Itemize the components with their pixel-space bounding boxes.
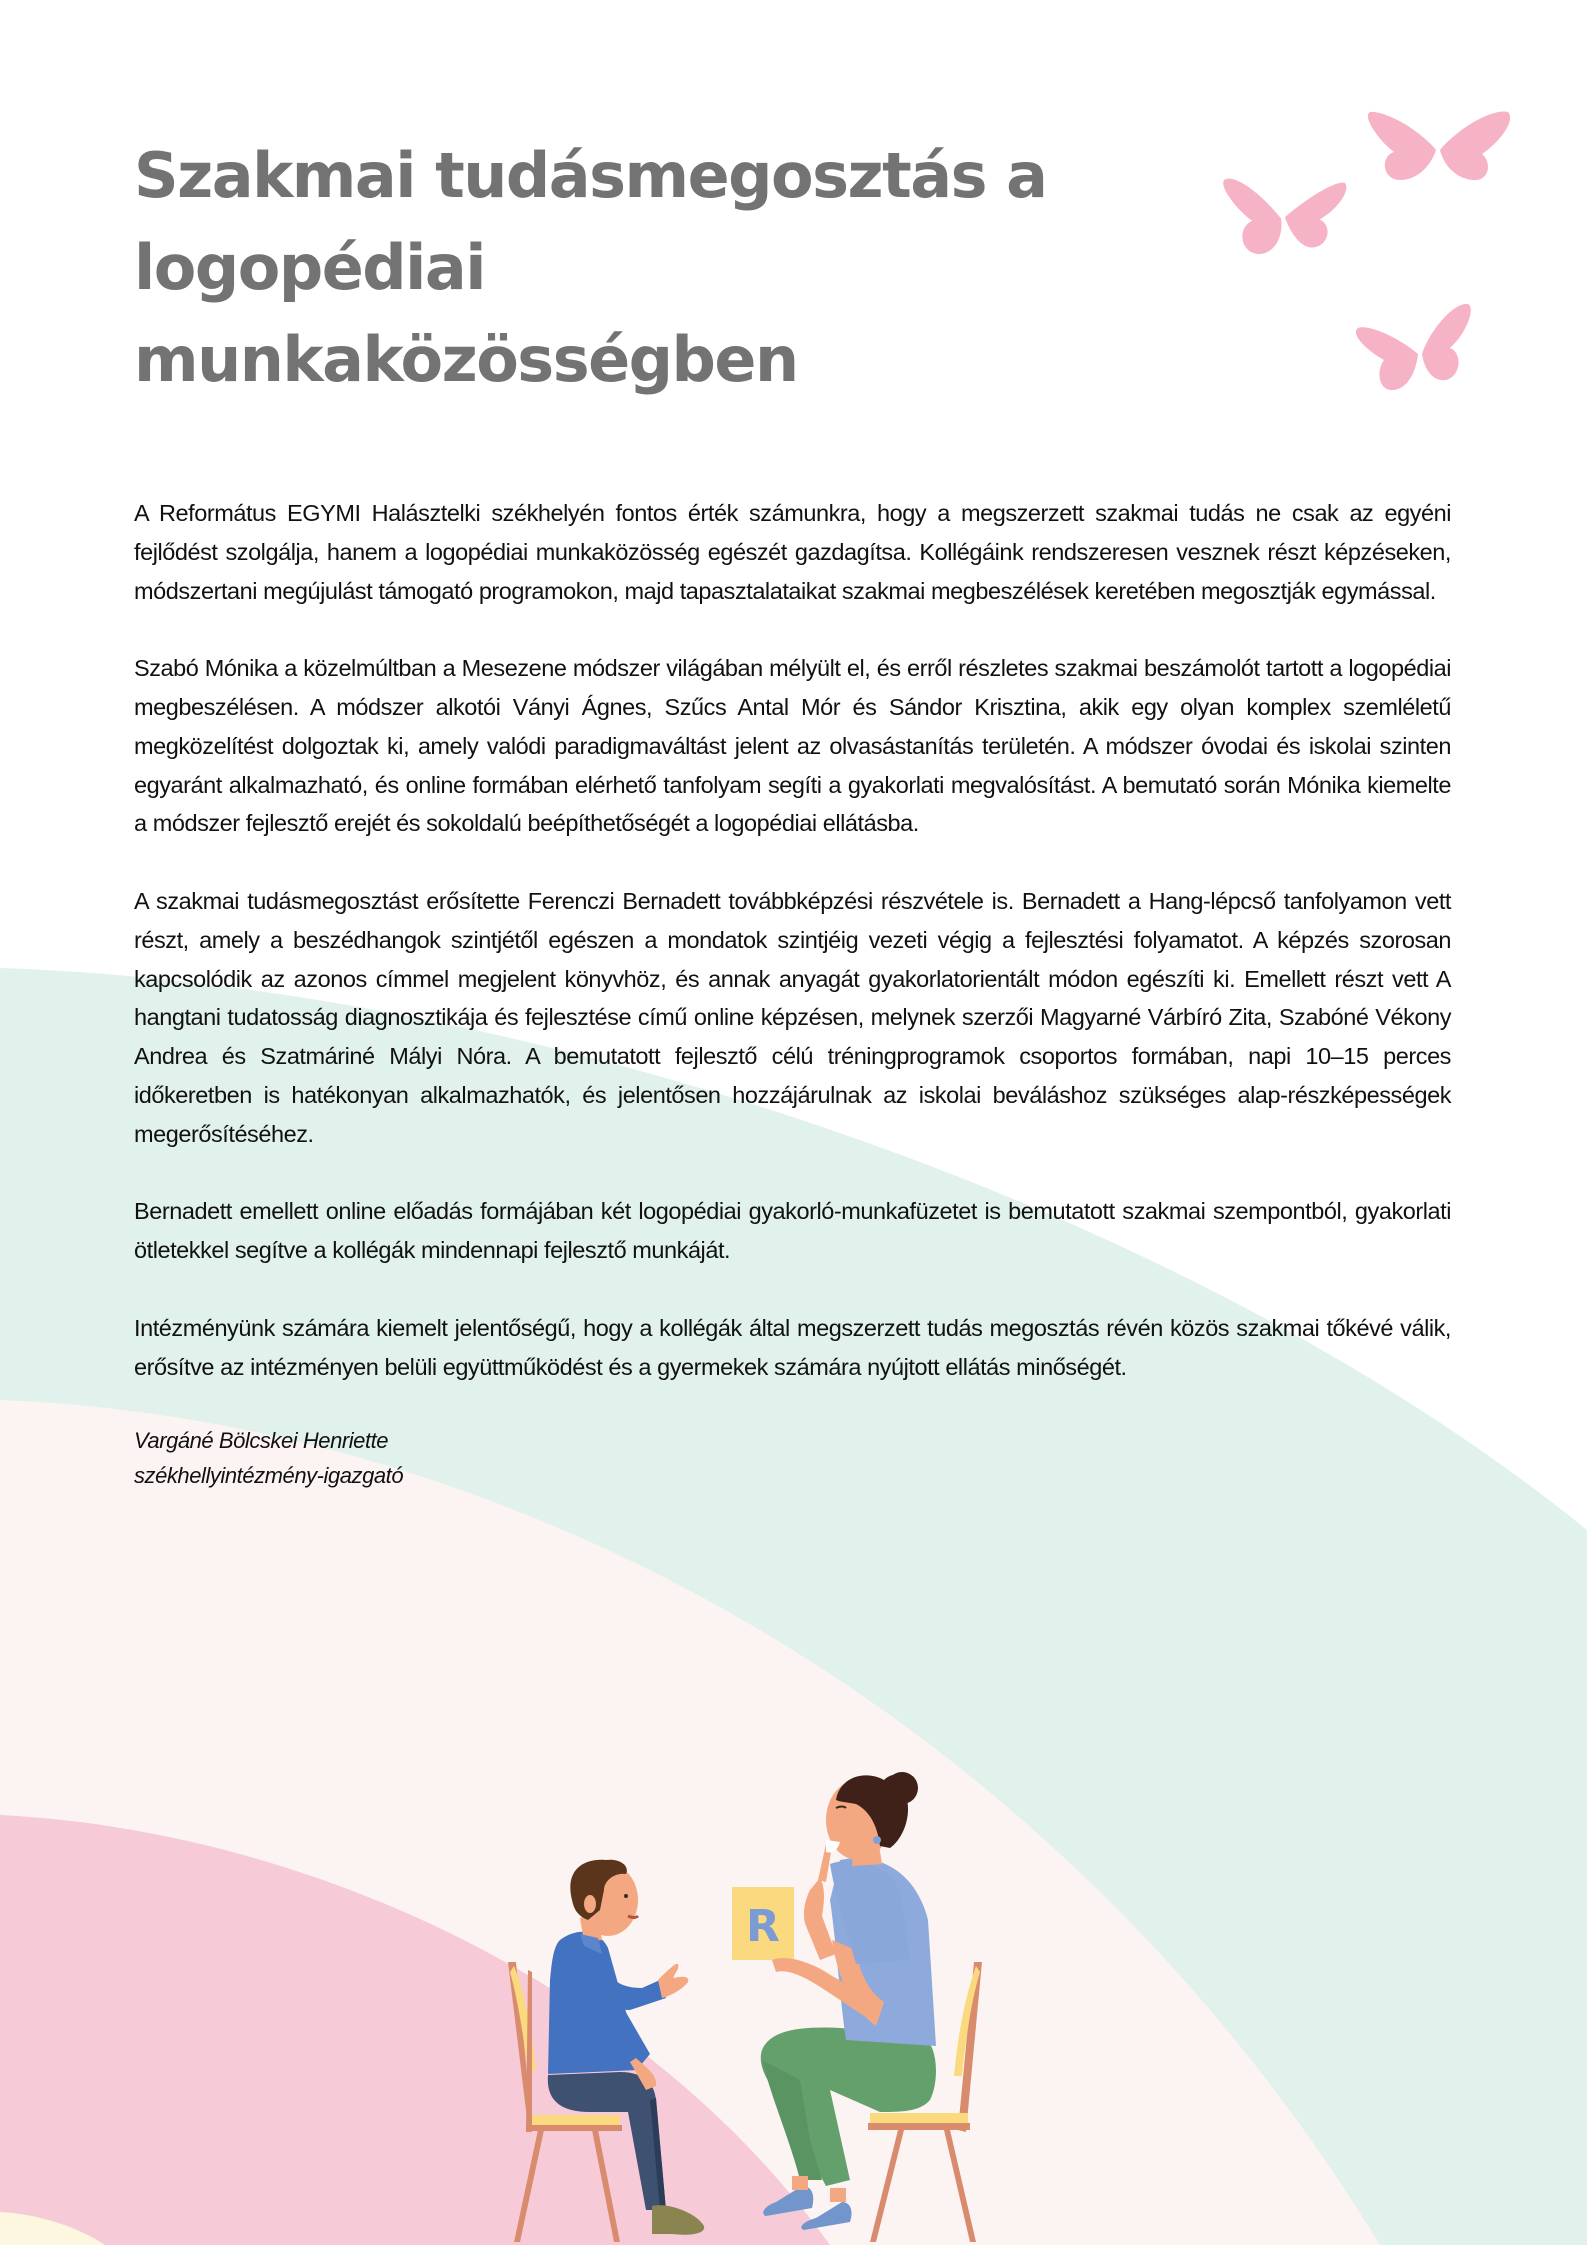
woman-figure xyxy=(761,1772,936,2230)
card-letter: R xyxy=(746,1901,780,1952)
signature-name: Vargáné Bölcskei Henriette xyxy=(134,1428,389,1454)
paragraph-conclusion: Intézményünk számára kiemelt jelentőségű, hogy a kollégák által megszerzett tudás megosztás révén közös szakmai tőkévé válik, erősítve az intézményen belüli együttműködést és a gyermekek számára nyújtott ellátás minőségét. xyxy=(134,1314,1451,1380)
speech-therapy-illustration xyxy=(480,1740,1100,2245)
paragraph-intro: A Református EGYMI Halásztelki székhelyén fontos érték számunkra, hogy a megszerzett szakmai tudás ne csak az egyéni fejlődést szolgálja, hanem a logopédiai munkaközösség egészét gazdagítsa. Kollégáink rendszeresen vesznek részt képzéseken, módszertani megújulást támogató programokon, majd tapasztalataikat szakmai megbeszélések keretében megosztják egymással. xyxy=(134,500,1451,604)
paragraph-mesezene: Szabó Mónika a közelmúltban a Mesezene módszer világában mélyült el, és erről részletes szakmai beszámolót tartott a logopédiai megbeszélésen. A módszer alkotói Ványi Ágnes, Szűcs Antal Mór és Sándor Krisztina, akik egy olyan komplex szemléletű megközelítést dolgoztak ki, amely valódi paradigmaváltást jelent az olvasástanítás területén. A módszer óvodai és iskolai szinten egyaránt alkalmazható, és online formában elérhető tanfolyam segíti a gyakorlati megvalósítást. A bemutató során Mónika kiemelte a módszer fejlesztő erejét és sokoldalú beépíthetőségét a logopédiai ellátásba. xyxy=(134,655,1451,837)
title-line: logopédiai xyxy=(134,231,485,304)
title-line: munkaközösségben xyxy=(134,323,798,396)
article-body xyxy=(134,494,1451,1493)
paragraph-workbooks: Bernadett emellett online előadás formájában két logopédiai gyakorló-munkafüzetet is bemutatott szakmai szempontból, gyakorlati ötletekkel segítve a kollégák mindennapi fejlesztő munkáját. xyxy=(134,1198,1451,1264)
title-line: Szakmai tudásmegosztás a xyxy=(134,139,1047,212)
signature-role: székhellyintézmény-igazgató xyxy=(134,1463,404,1489)
boy-figure xyxy=(548,1860,704,2235)
paragraph-hanglepcso: A szakmai tudásmegosztást erősítette Ferenczi Bernadett továbbképzési részvétele is. Bernadett a Hang-lépcső tanfolyamon vett részt, amely a beszédhangok szintjétől egészen a mondatok szintjéig vezeti végig a fejlesztési folyamatot. A képzés szorosan kapcsolódik az azonos címmel megjelent könyvhöz, és annak anyagát gyakorlatorientált módon egészíti ki. Emellett részt vett A hangtani tudatosság diagnosztikája és fejlesztése című online képzésen, melynek szerzői Magyarné Várbíró Zita, Szabóné Vékony Andrea és Szatmáriné Mályi Nóra. A bemutatott fejlesztő célú tréningprogramok csoportos formában, napi 10–15 perces időkeretben is hatékonyan alkalmazhatók, és jelentősen hozzájárulnak az iskolai beváláshoz szükséges alap-részképességek megerősítéséhez. xyxy=(134,887,1451,1147)
page-title xyxy=(134,130,1134,406)
letter-card xyxy=(732,1887,794,1960)
signature xyxy=(134,1423,1451,1493)
